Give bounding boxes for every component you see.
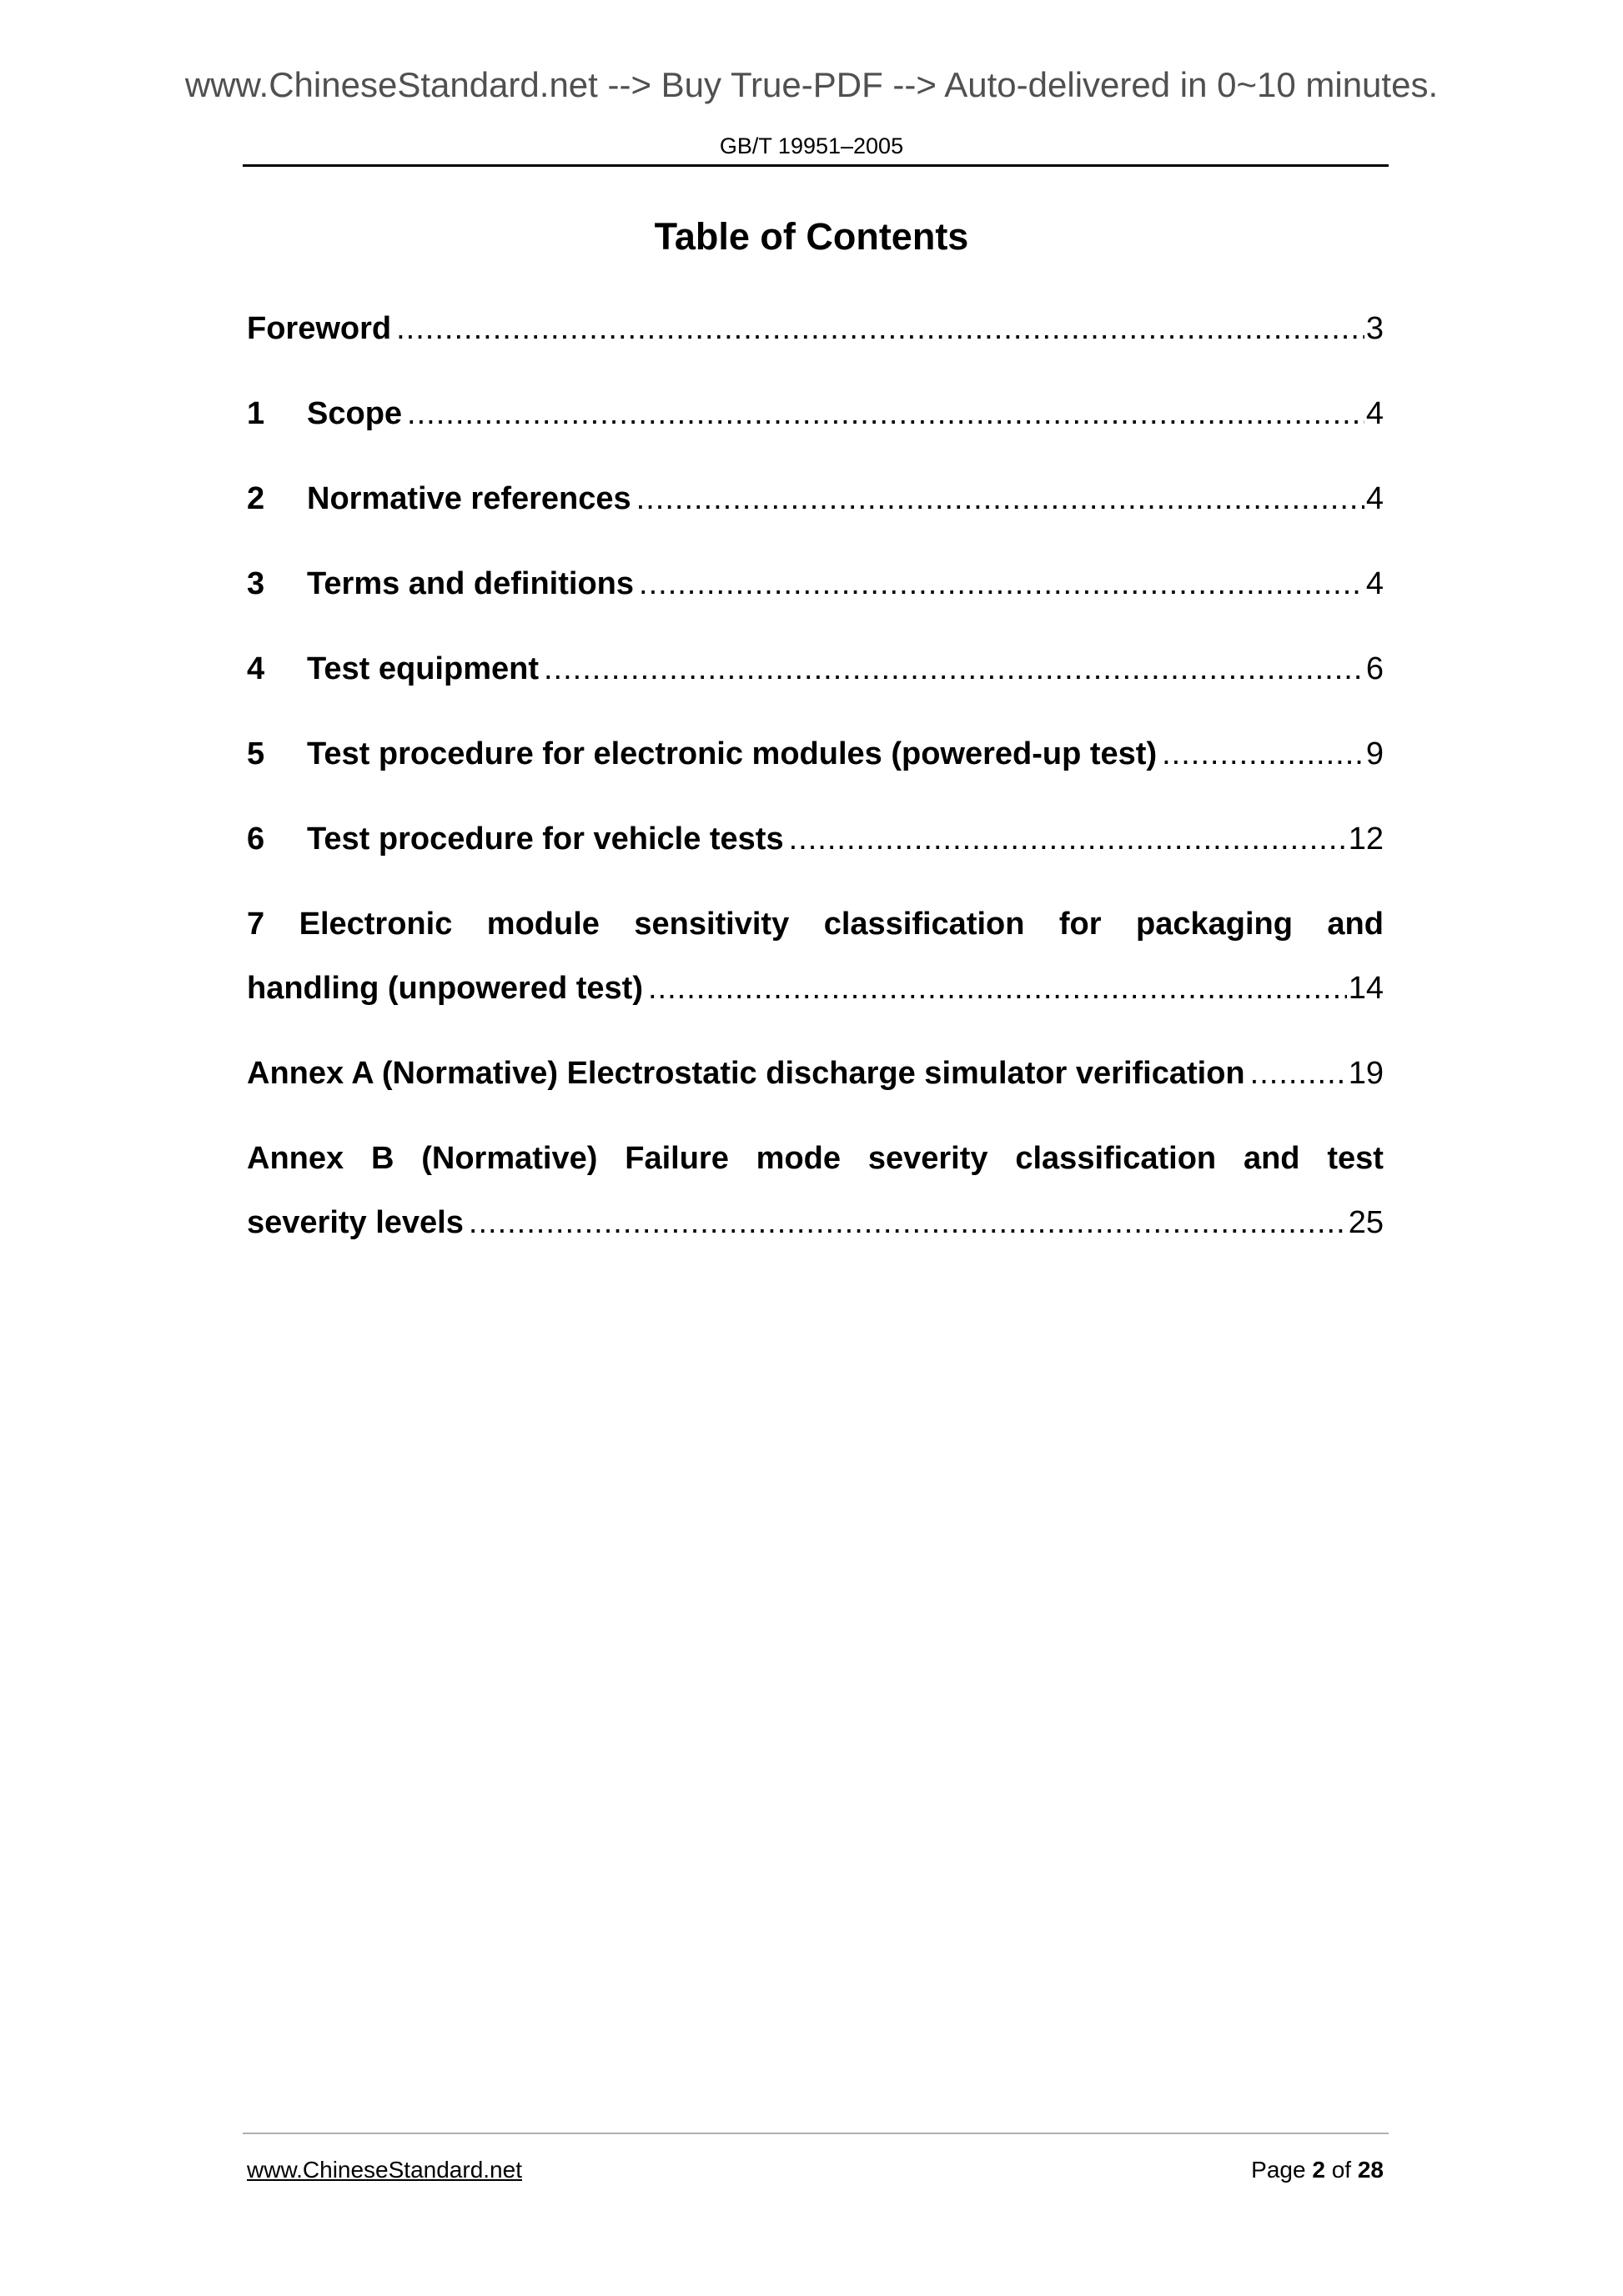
toc-entry-label-line2 [247, 968, 1384, 1008]
toc-word: and [1243, 1141, 1300, 1176]
toc-entry-page: 12 [1348, 821, 1384, 857]
toc-entry-label: handling (unpowered test) [247, 971, 643, 1006]
footer-site-link[interactable]: www.ChineseStandard.net [247, 2157, 522, 2183]
toc-entry-vehicle-tests[interactable] [247, 819, 1384, 859]
toc-word: Annex [247, 1141, 344, 1176]
toc-entry-page: 9 [1365, 736, 1384, 771]
toc-entry-number: 5 [247, 736, 265, 771]
page-prefix: Page [1251, 2157, 1306, 2183]
toc-entry-label: Test procedure for electronic modules (powered-up test) [307, 736, 1158, 771]
toc-word: test [1327, 1141, 1384, 1176]
toc-word: sensitivity [634, 907, 790, 942]
toc-leader-dots [464, 1203, 1347, 1243]
toc-entry-label: severity levels [247, 1205, 464, 1240]
footer-rule [243, 2133, 1389, 2134]
site-banner: www.ChineseStandard.net --> Buy True-PDF --> Auto-delivered in 0~10 minutes. [184, 65, 1439, 104]
toc-entry-page: 4 [1365, 566, 1384, 601]
toc-leader-dots [402, 394, 1364, 434]
toc-entry-number: 1 [247, 396, 265, 431]
toc-entry-page: 3 [1365, 311, 1384, 346]
toc-leader-dots [391, 309, 1364, 349]
toc-entry-label-line1 [247, 904, 1384, 944]
toc-word: mode [756, 1141, 842, 1176]
toc-entry-number: 3 [247, 566, 265, 601]
toc-word: severity [867, 1141, 988, 1176]
toc-entry-number: 6 [247, 821, 265, 857]
toc-leader-dots [1245, 1053, 1347, 1093]
toc-entry-label-line2 [247, 1203, 1384, 1243]
toc-entry-number: 4 [247, 651, 265, 686]
toc-leader-dots [1157, 734, 1364, 774]
toc-word: for [1058, 907, 1102, 942]
toc-leader-dots [631, 479, 1364, 519]
toc-entry-sensitivity-classification[interactable] [247, 904, 1384, 1008]
toc-word: module [486, 907, 600, 942]
toc-entry-page: 4 [1365, 481, 1384, 516]
page-total: 28 [1357, 2157, 1384, 2183]
toc-entry-label-line1 [247, 1138, 1384, 1178]
toc-word: Electronic [299, 907, 453, 942]
toc-leader-dots [643, 968, 1347, 1008]
toc-leader-dots [539, 649, 1364, 689]
page-of: of [1331, 2157, 1352, 2183]
toc-entry-label: Scope [307, 396, 403, 431]
toc-entry-annex-a[interactable] [247, 1053, 1384, 1093]
toc-word: packaging [1136, 907, 1293, 942]
page-current: 2 [1312, 2157, 1325, 2183]
toc-entry-page: 4 [1365, 396, 1384, 431]
table-of-contents [247, 309, 1384, 1288]
footer-page-number [1251, 2157, 1384, 2183]
toc-word: Failure [625, 1141, 729, 1176]
document-code: GB/T 19951–2005 [719, 133, 904, 158]
toc-entry-label: Foreword [247, 311, 392, 346]
toc-entry-label: Normative references [307, 481, 631, 516]
toc-entry-electronic-modules[interactable] [247, 734, 1384, 774]
toc-entry-page: 6 [1365, 651, 1384, 686]
toc-entry-test-equipment[interactable] [247, 649, 1384, 689]
toc-word: (Normative) [421, 1141, 598, 1176]
toc-leader-dots [634, 564, 1364, 604]
toc-entry-terms-definitions[interactable] [247, 564, 1384, 604]
toc-entry-annex-b[interactable] [247, 1138, 1384, 1243]
toc-entry-page: 25 [1348, 1205, 1384, 1240]
toc-entry-foreword[interactable] [247, 309, 1384, 349]
toc-word: classification [1015, 1141, 1217, 1176]
toc-entry-label: Test equipment [307, 651, 539, 686]
toc-entry-label: Test procedure for vehicle tests [307, 821, 784, 857]
toc-entry-label: Terms and definitions [307, 566, 635, 601]
toc-entry-number: 7 [247, 907, 265, 942]
toc-entry-page: 19 [1348, 1056, 1384, 1091]
toc-title: Table of Contents [654, 215, 969, 258]
toc-entry-number: 2 [247, 481, 265, 516]
toc-word: B [370, 1141, 394, 1176]
toc-word: classification [823, 907, 1025, 942]
toc-entry-page: 14 [1348, 971, 1384, 1006]
toc-entry-normative-references[interactable] [247, 479, 1384, 519]
toc-entry-label: Annex A (Normative) Electrostatic discharge simulator verification [247, 1056, 1245, 1091]
header-rule [243, 164, 1389, 167]
toc-entry-scope[interactable] [247, 394, 1384, 434]
toc-word: and [1327, 907, 1384, 942]
toc-leader-dots [784, 819, 1347, 859]
